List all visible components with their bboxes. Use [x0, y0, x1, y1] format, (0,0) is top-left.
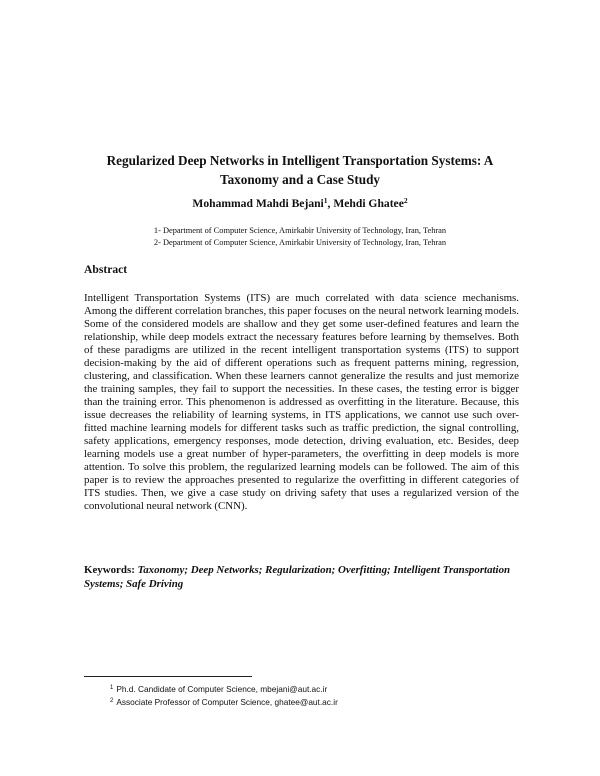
author-mark: 1: [323, 196, 328, 205]
author-list: [60, 197, 540, 211]
footnote: [110, 683, 530, 696]
abstract-text: Intelligent Transportation Systems (ITS) are much correlated with data science mechanisms. Among the different correlation branches, this paper focuses on the neural network learning models. Some of the considered models are shallow and they get some user-defined features and learn the relationship, while deep models extract the necessary features before learning by themselves. Both of these paradigms are utilized in the recent intelligent transportation systems (ITS) to support decision-making by the aid of different operations such as frequent patterns mining, regression, clustering, and classification. When these learners cannot generalize the results and just memorize the training samples, they fail to support the necessities. In these cases, the testing error is bigger than the training error. This phenomenon is addressed as overfitting in the literature. Because, this issue decreases the reliability of learning systems, in ITS applications, we cannot use such over-fitted machine learning models for different tasks such as traffic prediction, the signal controlling, safety applications, emergency responses, mode detection, driving evaluation, etc. Besides, deep learning models use a great number of hyper-parameters, the overfitting in deep models is more attention. To solve this problem, the regularized learning models can be followed. The aim of this paper is to review the approaches presented to regularize the overfitting in different categories of ITS studies. Then, we give a case study on driving safety that uses a regularized version of the convolutional neural network (CNN).: [84, 292, 519, 512]
keywords-label: Keywords:: [84, 564, 135, 576]
footnote-text: Ph.d. Candidate of Computer Science, mbejani@aut.ac.ir: [116, 684, 328, 694]
author-separator: ,: [327, 197, 334, 210]
affiliation: 1- Department of Computer Science, Amirkabir University of Technology, Iran, Tehran: [153, 226, 447, 235]
keywords: [84, 564, 519, 591]
abstract-heading: Abstract: [84, 263, 128, 276]
paper-title-line-2: Taxonomy and a Case Study: [219, 172, 380, 187]
author-name: Mohammad Mahdi Bejani: [192, 197, 324, 210]
affiliation: 2- Department of Computer Science, Amirkabir University of Technology, Iran, Tehran: [153, 238, 447, 247]
author-name: Mehdi Ghatee: [333, 197, 404, 210]
paper-title: [60, 151, 540, 189]
footnote-list: [110, 683, 530, 709]
author-mark: 2: [403, 196, 408, 205]
footnote-text: Associate Professor of Computer Science, ghatee@aut.ac.ir: [116, 697, 338, 707]
footnote-divider: [84, 676, 252, 677]
footnote-mark: 1: [110, 685, 114, 691]
affiliation-list: [60, 225, 540, 249]
keywords-list: Taxonomy; Deep Networks; Regularization; Overfitting; Intelligent Transportation Systems; Safe Driving: [84, 564, 511, 590]
paper-title-line-1: Regularized Deep Networks in Intelligent Transportation Systems: A: [106, 153, 494, 168]
footnote: [110, 696, 530, 709]
footnote-mark: 2: [110, 698, 114, 704]
